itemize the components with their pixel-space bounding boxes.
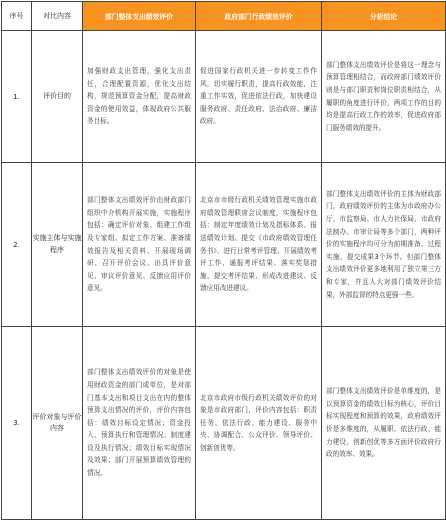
conclusion-cell: 部门整体支出绩效评价是单维度的，是以预算资金的绩效目标为核心，评价目标实现程度和预算的效果，政府绩效评价是多维度的，从履职、依法行政、能力建设、创新创优等多方面评价政府行政的效率、效果。 <box>326 387 441 459</box>
table-row <box>2 31 446 163</box>
row-dimension: 评价目的 <box>32 31 83 163</box>
conclusion-cell: 部门整体支出绩效评价是将这一理念与预算管理相结合，而政府部门绩效评价则是与部门职责和岗位职责相结合，从履职的角度进行评价，两项工作的目的均是提高行政工作的效率，促进政府部门服务绩效的提升。 <box>326 60 441 132</box>
row-number: 1. <box>2 31 32 163</box>
row-number: 3. <box>2 327 32 520</box>
dept-evaluation-cell: 部门整体支出绩效评价由财政部门组织中介机构开展实施，实施程序包括：确定评价对象、组建工作组及专家组、拟定工作方案、准备绩效报告及相关资料、开展现场调研、召开评价会议、出具评价意见、审议评价意见、反馈应用评价意见。 <box>87 196 191 293</box>
gov-evaluation-cell: 北京市政府市级行政机关绩效评价的对象是市政府部门，评价内容包括：职责任务、依法行政、能力建设、服务中央、协调配合、公众评价、领导评价、创新创优等。 <box>200 393 317 452</box>
dept-evaluation-cell: 部门整体支出绩效评价的对象是使用财政资金的部门或单位，是对部门基本支出和项目支出在内的整体预算支出情况的评价，评价内容包括：绩效目标设定情况；资金投入、预算执行和管理情况；制度建设及执行情况；绩效目标实现情况及效果；部门开展预算绩效管理的情况。 <box>87 368 191 478</box>
gov-evaluation-cell: 促进国家行政机关进一步转变工作作风，切实履行职责，提高行政效能，注重工作实效，促进依法行政，加快建设服务政府、责任政府、法治政府、廉洁政府。 <box>200 67 317 126</box>
table-header-row <box>2 2 446 31</box>
dept-evaluation-cell: 加强财政支出管理，强化支出责任，合理配置资源，优化支出结构，规范预算资金分配，提高财政资金的使用效益，体现政府公共服务目标。 <box>87 67 191 126</box>
header-conclusion: 分析结论 <box>322 2 446 31</box>
header-gov-evaluation: 政府部门行政绩效评价 <box>196 2 322 31</box>
header-index: 序号 <box>2 2 32 31</box>
conclusion-cell: 部门整体支出绩效评价的主体为财政部门，政府绩效评价的主体为市政府办公厅、市监察局、市人力社保局、市政府法制办、市审计局等多个部门，两种评价的实施程序均可分为前期准备、过程实施、提交成果3个环节。但部门整体支出绩效评价更多地利用了独立第三方和专家，并且人大对部门绩效评价结果，外部监督的特点更强一些。 <box>326 189 441 299</box>
header-dept-evaluation: 部门整体支出绩效评价 <box>83 2 196 31</box>
row-dimension: 实施主体与实施程序 <box>32 163 83 327</box>
header-dimension: 对比内容 <box>32 2 83 31</box>
row-number: 2. <box>2 163 32 327</box>
gov-evaluation-cell: 北京市市级行政机关绩效管理实施市政府绩效管理联席会议制度，实施程序包括：制定年度绩效计划及指标体系、报送绩效计划、提交《市政府绩效管理任务书》、进行日常考评管理、开展绩效考评工作、通报考评结果、落实奖惩措施、提交考评结果、形成改进建议、反馈应用改进建议。 <box>200 196 317 293</box>
table-row <box>2 327 446 520</box>
comparison-table <box>1 1 446 520</box>
table-row <box>2 163 446 327</box>
row-dimension: 评价对象与评价内容 <box>32 327 83 520</box>
